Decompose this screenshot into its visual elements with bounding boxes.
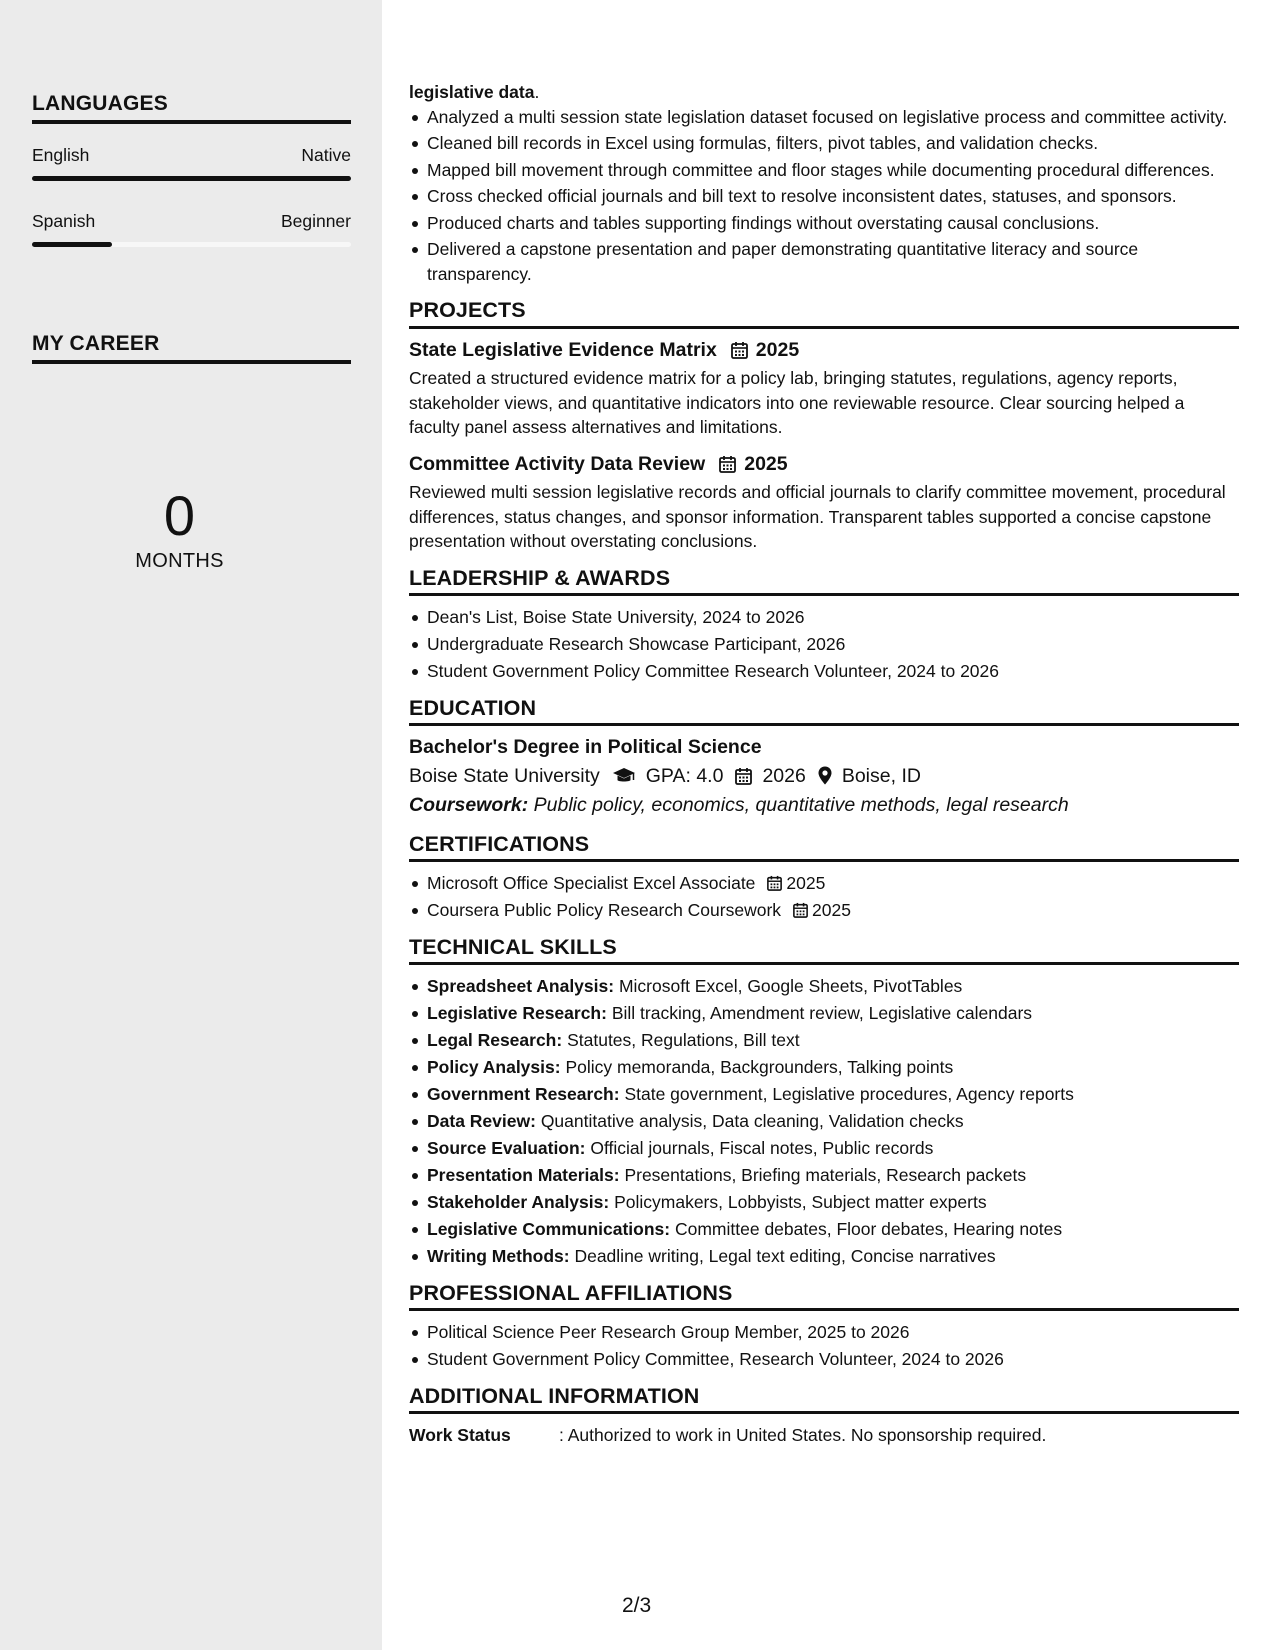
skill-value: Deadline writing, Legal text editing, Concise narratives: [574, 1246, 996, 1266]
skill-item: [427, 1109, 1239, 1134]
list-item: Analyzed a multi session state legislation dataset focused on legislative process and committee activity.: [427, 105, 1239, 130]
list-item: Delivered a capstone presentation and paper demonstrating quantitative literacy and source transparency.: [427, 237, 1239, 286]
list-item: Student Government Policy Committee Research Volunteer, 2024 to 2026: [427, 659, 1239, 684]
project-title-row: [409, 452, 1239, 477]
certifications-list: [409, 871, 1239, 923]
skill-value: Official journals, Fiscal notes, Public records: [590, 1138, 934, 1158]
skill-item: [427, 1163, 1239, 1188]
cert-year: 2025: [786, 873, 826, 893]
skill-item: [427, 1244, 1239, 1269]
skill-item: [427, 1190, 1239, 1215]
work-status-label: Work Status: [409, 1425, 511, 1445]
career-unit: MONTHS: [135, 550, 224, 572]
coursework-label: Coursework:: [409, 794, 529, 816]
skill-label: Source Evaluation:: [427, 1138, 586, 1158]
project-title: Committee Activity Data Review: [409, 452, 706, 475]
page-number: 2/3: [622, 1594, 652, 1617]
calendar-icon: [731, 341, 748, 359]
additional-heading: ADDITIONAL INFORMATION: [409, 1384, 1239, 1415]
list-item: Undergraduate Research Showcase Participant, 2026: [427, 632, 1239, 657]
calendar-icon: [767, 875, 782, 891]
graduation-year: 2026: [762, 764, 806, 787]
skill-label: Writing Methods:: [427, 1246, 570, 1266]
calendar-icon: [793, 902, 808, 918]
project-title-row: [409, 338, 1239, 363]
language-row-english: [32, 145, 351, 166]
language-bar-fill: [32, 176, 351, 181]
coursework-value: Public policy, economics, quantitative methods, legal research: [533, 794, 1069, 816]
skill-item: [427, 1217, 1239, 1242]
skill-label: Spreadsheet Analysis:: [427, 976, 615, 996]
school-name: Boise State University: [409, 764, 600, 787]
affiliations-list: [409, 1320, 1239, 1372]
leadership-list: [409, 605, 1239, 684]
language-bar-spanish: [32, 242, 351, 247]
affiliations-heading: PROFESSIONAL AFFILIATIONS: [409, 1281, 1239, 1312]
skill-label: Legislative Communications:: [427, 1219, 671, 1239]
language-bar-english: [32, 176, 351, 181]
project-title: State Legislative Evidence Matrix: [409, 338, 717, 361]
skill-item: [427, 1136, 1239, 1161]
cert-name: Coursera Public Policy Research Coursework: [427, 900, 782, 920]
intro-bold: legislative data: [409, 82, 535, 102]
graduation-cap-icon: [612, 767, 636, 785]
skill-label: Data Review:: [427, 1111, 536, 1131]
list-item: Produced charts and tables supporting findings without overstating causal conclusions.: [427, 211, 1239, 236]
education-heading: EDUCATION: [409, 696, 1239, 727]
education-details: [409, 764, 1239, 789]
list-item: Political Science Peer Research Group Member, 2025 to 2026: [427, 1320, 1239, 1345]
certifications-heading: CERTIFICATIONS: [409, 832, 1239, 863]
skill-item: [427, 1001, 1239, 1026]
project-year: 2025: [755, 338, 800, 361]
sidebar: [0, 0, 382, 1650]
language-bar-fill: [32, 242, 112, 247]
list-item: Mapped bill movement through committee and floor stages while documenting procedural differences.: [427, 158, 1239, 183]
list-item: Student Government Policy Committee, Research Volunteer, 2024 to 2026: [427, 1347, 1239, 1372]
project-description: Reviewed multi session legislative records and official journals to clarify committee movement, procedural differences, status changes, and sponsor information. Transparent tables supported a concise capstone presentation without overstating conclusions.: [409, 482, 1226, 551]
school-location: Boise, ID: [841, 764, 921, 787]
calendar-icon: [735, 767, 752, 785]
skill-item: [427, 1028, 1239, 1053]
cert-name: Microsoft Office Specialist Excel Associate: [427, 873, 756, 893]
skill-label: Government Research:: [427, 1084, 620, 1104]
list-item: Cleaned bill records in Excel using formulas, filters, pivot tables, and validation checks.: [427, 131, 1239, 156]
skill-value: Committee debates, Floor debates, Hearing notes: [674, 1219, 1063, 1239]
language-row-spanish: [32, 211, 351, 232]
skill-value: Statutes, Regulations, Bill text: [567, 1030, 800, 1050]
skills-heading: TECHNICAL SKILLS: [409, 935, 1239, 966]
work-status-row: [409, 1423, 1239, 1448]
skill-value: State government, Legislative procedures, Agency reports: [624, 1084, 1074, 1104]
work-status-value: : Authorized to work in United States. No sponsorship required.: [559, 1425, 1047, 1445]
languages-heading: LANGUAGES: [32, 92, 351, 124]
career-summary: [32, 484, 327, 573]
cert-year: 2025: [812, 900, 851, 920]
skill-value: Policy memoranda, Backgrounders, Talking points: [565, 1057, 954, 1077]
intro-end: .: [534, 82, 540, 102]
leadership-heading: LEADERSHIP & AWARDS: [409, 566, 1239, 597]
project-year: 2025: [744, 452, 788, 475]
skill-label: Legislative Research:: [427, 1003, 607, 1023]
degree-title: Bachelor's Degree in Political Science: [409, 736, 762, 758]
skill-label: Presentation Materials:: [427, 1165, 620, 1185]
skills-list: [409, 974, 1239, 1269]
skill-label: Policy Analysis:: [427, 1057, 561, 1077]
skill-item: [427, 974, 1239, 999]
skill-value: Presentations, Briefing materials, Research packets: [624, 1165, 1027, 1185]
project-description: Created a structured evidence matrix for a policy lab, bringing statutes, regulations, agency reports, stakeholder views, and quantitative indicators into one reviewable resource. Clear sourcing helped a faculty panel assess alternatives and limitations.: [409, 368, 1185, 437]
career-heading: MY CAREER: [32, 332, 351, 364]
career-value: 0: [163, 484, 196, 547]
coursework: [409, 793, 1239, 818]
experience-intro: [409, 80, 1239, 105]
skill-label: Stakeholder Analysis:: [427, 1192, 610, 1212]
list-item: [427, 898, 1239, 923]
skill-value: Quantitative analysis, Data cleaning, Validation checks: [540, 1111, 964, 1131]
language-name: English: [32, 145, 90, 165]
projects-heading: PROJECTS: [409, 298, 1239, 329]
skill-label: Legal Research:: [427, 1030, 563, 1050]
experience-bullets: [409, 105, 1239, 287]
skill-value: Bill tracking, Amendment review, Legislative calendars: [611, 1003, 1033, 1023]
language-level: Beginner: [280, 211, 351, 231]
language-level: Native: [301, 145, 351, 165]
language-name: Spanish: [32, 211, 96, 231]
gpa: GPA: 4.0: [645, 764, 724, 787]
map-pin-icon: [818, 766, 832, 785]
skill-value: Microsoft Excel, Google Sheets, PivotTables: [618, 976, 963, 996]
list-item: [427, 871, 1239, 896]
skill-item: [427, 1055, 1239, 1080]
skill-value: Policymakers, Lobbyists, Subject matter experts: [614, 1192, 987, 1212]
main-content: [409, 80, 1239, 1448]
calendar-icon: [719, 455, 736, 473]
list-item: Cross checked official journals and bill text to resolve inconsistent dates, statuses, and sponsors.: [427, 184, 1239, 209]
skill-item: [427, 1082, 1239, 1107]
list-item: Dean's List, Boise State University, 2024 to 2026: [427, 605, 1239, 630]
